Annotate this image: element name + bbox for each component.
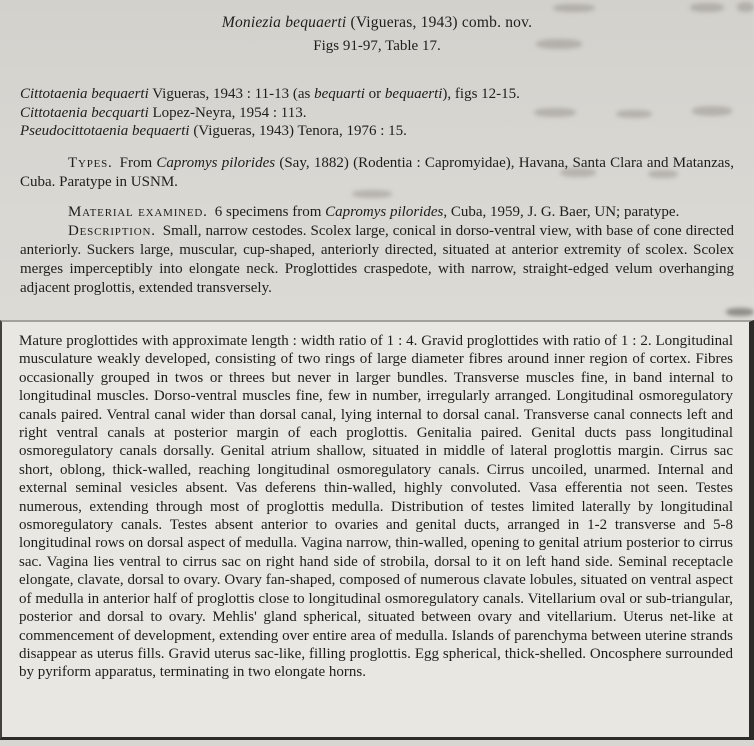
scan-smudge — [648, 170, 678, 178]
text-run: Small, narrow cestodes. Scolex large, conical in dorso-ventral view, with base of cone directed anteriorly. Suckers large, muscular, cup-shaped, anteriorly directed, situated at anterior extremity of scolex. Scolex merges imperceptibly into elongate neck. Proglottides craspedote, with narrow, straight-edged velum overhanging adjacent proglottis, extended transversely. — [20, 222, 734, 296]
italic-taxon-name: Moniezia bequaerti — [221, 14, 347, 31]
description-paragraph — [20, 222, 734, 298]
italic-taxon-name: bequarti — [314, 86, 365, 102]
synonymy-entry — [20, 85, 734, 104]
scan-smudge — [690, 3, 724, 12]
species-title — [20, 12, 734, 33]
description-continuation-frame — [0, 320, 754, 740]
section-label: Description. — [68, 222, 156, 239]
italic-taxon-name: Pseudocittotaenia bequaerti — [20, 123, 190, 139]
synonymy-entry — [20, 122, 734, 141]
text-run: (Vigueras, 1943) Tenora, 1976 : 15. — [189, 123, 407, 139]
text-run: (Vigueras, 1943) comb. nov. — [346, 14, 533, 31]
italic-taxon-name: Capromys pilorides — [325, 203, 444, 220]
text-run: Vigueras, 1943 : 11-13 (as — [148, 86, 315, 102]
italic-taxon-name: Cittotaenia becquarti — [20, 104, 149, 121]
scan-smudge — [536, 39, 582, 49]
scan-smudge — [692, 106, 732, 116]
scan-smudge — [560, 168, 596, 177]
material-examined-paragraph — [20, 203, 734, 222]
figures-reference: Figs 91-97, Table 17. — [313, 38, 441, 54]
text-run: From — [119, 154, 157, 171]
italic-taxon-name: bequaerti — [384, 86, 443, 102]
description-continuation-text: Mature proglottides with approximate length : width ratio of 1 : 4. Gravid proglottides with ratio of 1 : 2. Longitudinal musculature weakly developed, consisting of two rings of large diameter fibres around inner region of cortex. Fibres occasionally grouped in twos or threes but never in larger bundles. Transverse muscles fine, in band internal to longitudinal muscles. Dorso-ventral muscles fine, few in number, irregularly arranged. Longitudinal osmoregulatory canals paired. Ventral canal wider than dorsal canal, lying internal to dorsal canal. Transverse canal connects left and right ventral canals at posterior margin of each proglottis. Genitalia paired. Genital ducts pass longitudinal osmoregulatory canals dorsally. Genital atrium shallow, situated in middle of lateral proglottis margin. Cirrus sac short, oblong, thick-walled, reaching longitudinal osmoregulatory canals. Cirrus uncoiled, unarmed. Internal and external seminal vesicles absent. Vas deferens thin-walled, highly convoluted. Vasa efferentia not seen. Testes numerous, extending through most of proglottis medulla. Distribution of testes limited laterally by longitudinal osmoregulatory canals. Testes absent anterior to ovaries and genital ducts, arranged in 1-2 transverse and 5-8 longitudinal rows on dorsal aspect of medulla. Vagina narrow, thin-walled, opening to genital atrium posterior to cirrus sac. Vagina lies ventral to cirrus sac on right hand side of strobila, dorsal to it on left hand side. Seminal receptacle elongate, clavate, dorsal to ovary. Ovary fan-shaped, composed of numerous clavate lobules, situated on ventral aspect of medulla in anterior half of proglottis close to longitudinal osmoregulatory canals. Vitellarium oval or sub-triangular, posterior and dorsal to ovary. Mehlis' gland spherical, situated between ovary and vitellarium. Uterus net-like at commencement of development, extending over entire area of medulla. Islands of parenchyma between uterine strands disappear as uterus fills. Gravid uterus sac-like, filling proglottis. Egg spherical, thick-shelled. Oncosphere surrounded by pyriform apparatus, terminating in two elongate horns. — [19, 333, 733, 681]
text-run: (Say, 1882) (Rodentia : Capromyidae), Havana, Santa Clara and Matanzas, Cuba. Paratype in USNM. — [20, 154, 734, 190]
scan-smudge — [616, 110, 652, 118]
page-upper-section — [0, 0, 754, 320]
scan-smudge — [534, 108, 576, 117]
text-run: Lopez-Neyra, 1954 : 113. — [148, 104, 307, 121]
text-run: , Cuba, 1959, J. G. Baer, UN; paratype. — [443, 203, 680, 220]
section-label: Material examined. — [68, 203, 208, 220]
italic-taxon-name: Capromys pilorides — [156, 154, 276, 171]
italic-taxon-name: Cittotaenia bequaerti — [20, 86, 149, 102]
text-run: or — [364, 86, 385, 102]
types-paragraph — [20, 154, 734, 192]
scan-smudge — [352, 190, 392, 198]
scan-smudge — [726, 308, 754, 316]
section-label: Types. — [68, 154, 113, 171]
text-run: 6 specimens from — [214, 203, 326, 220]
scan-smudge — [737, 2, 754, 12]
scan-smudge — [553, 4, 595, 12]
text-run: ), figs 12-15. — [442, 86, 520, 102]
